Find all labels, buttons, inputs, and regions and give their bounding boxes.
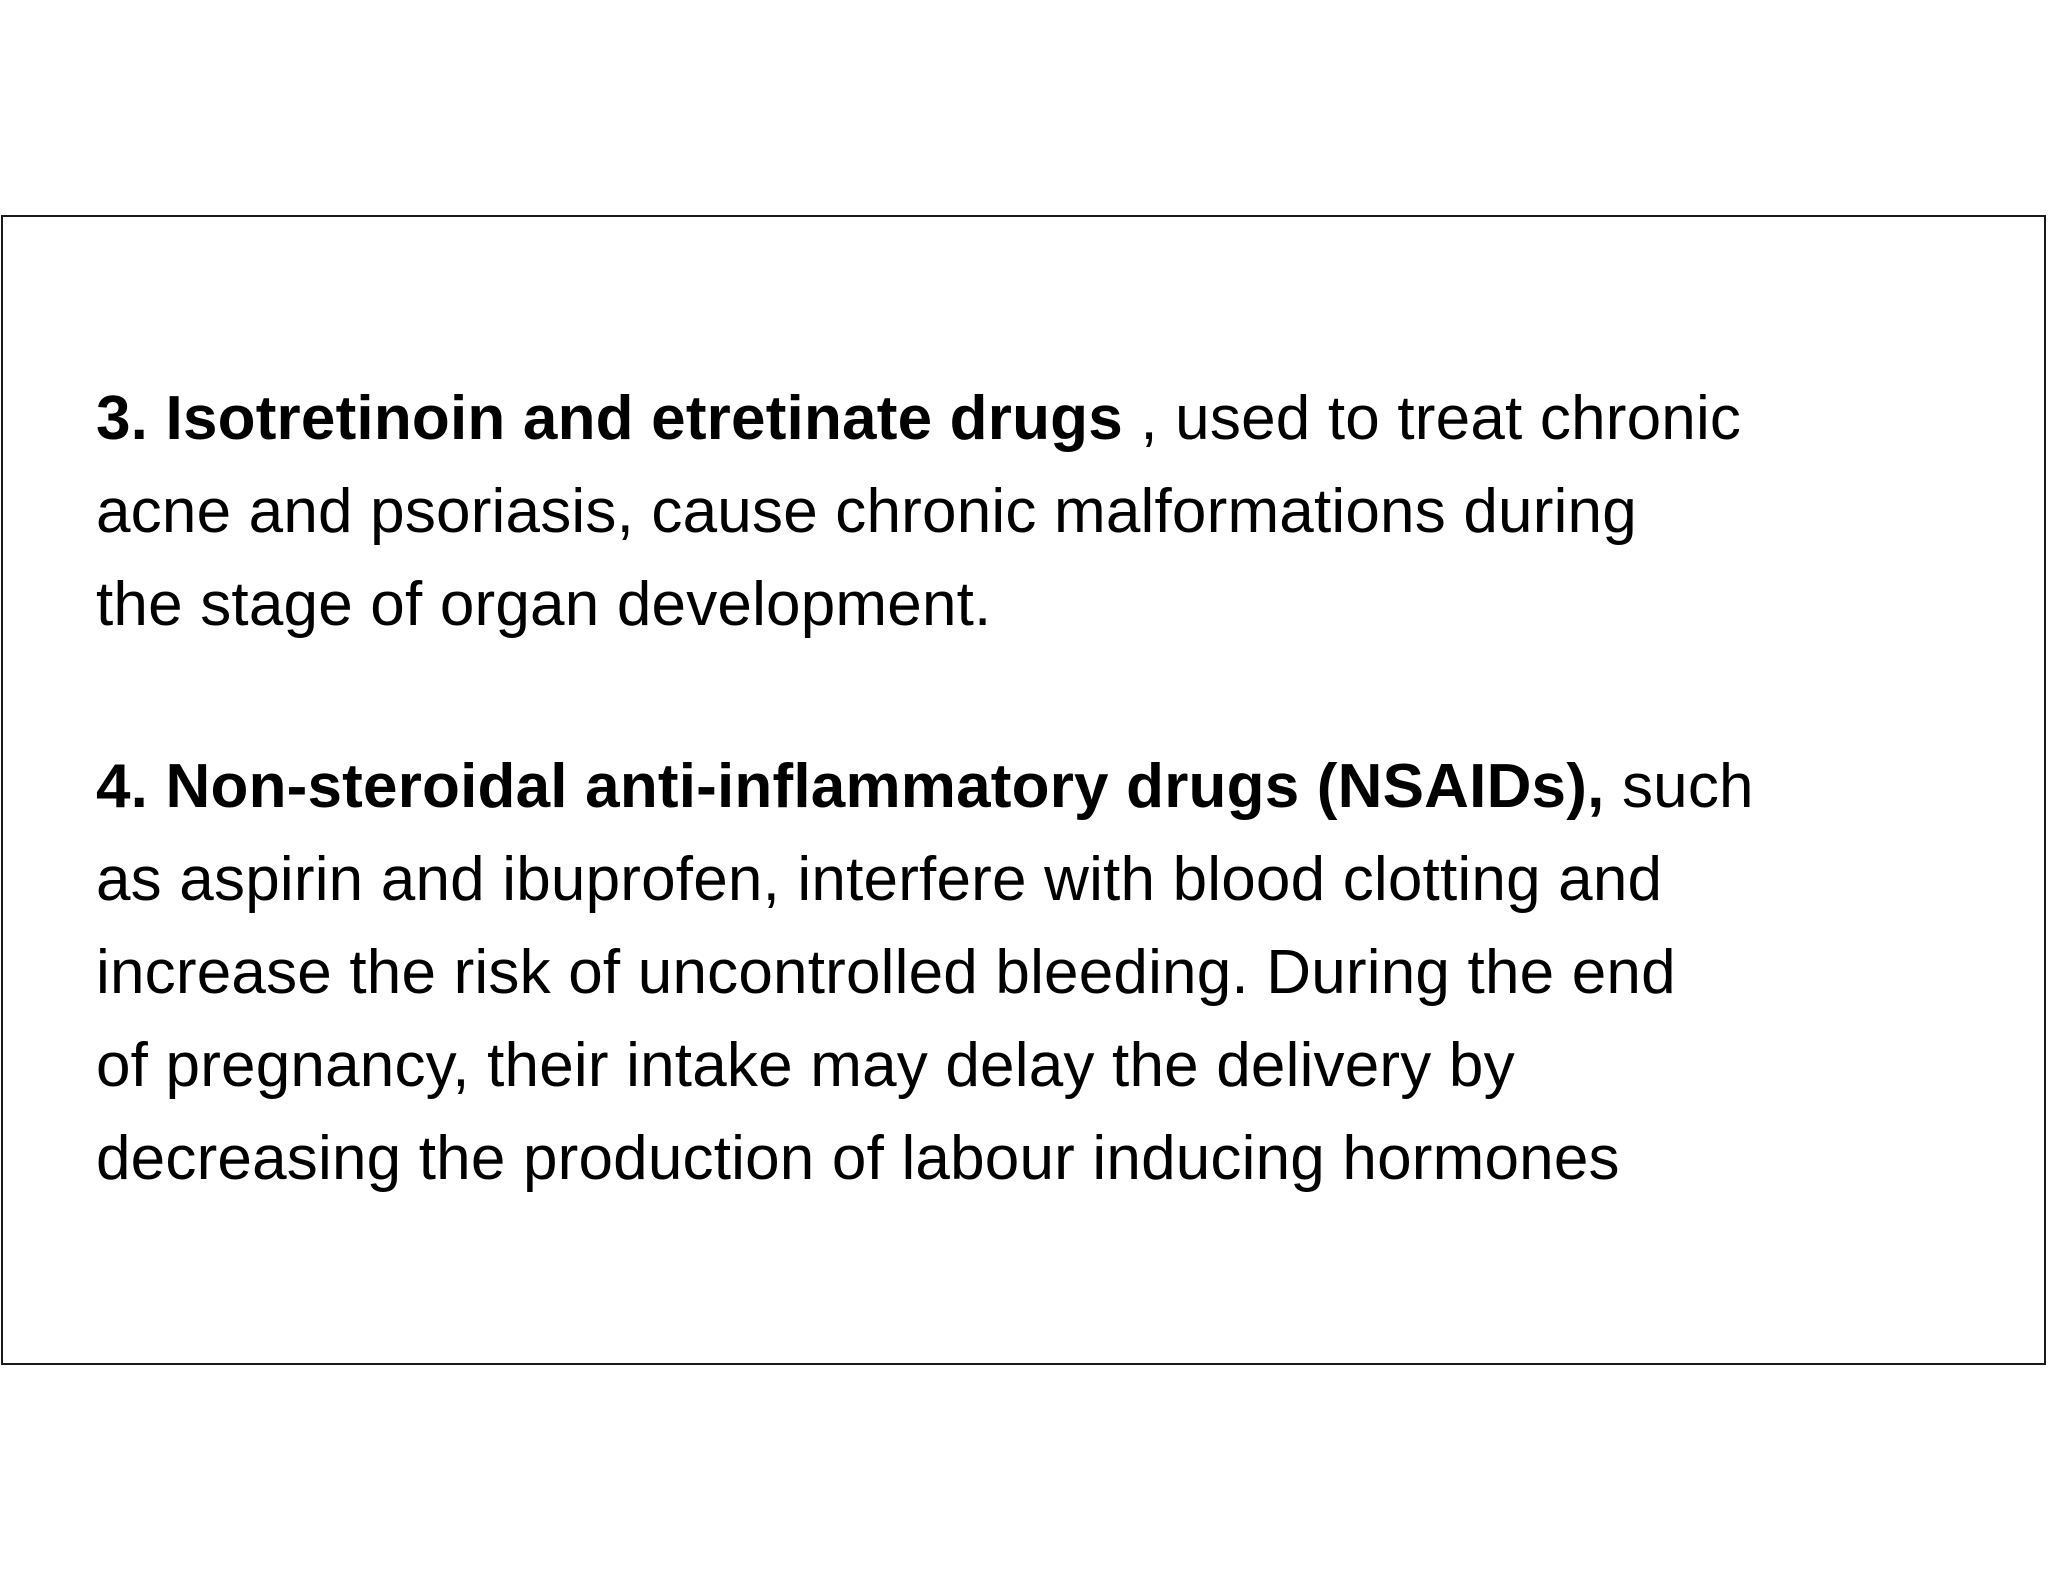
item-4-line-1-text: such xyxy=(1604,752,1754,821)
item-3-line-3: the stage of organ development. xyxy=(96,570,992,639)
paragraph-item-3 xyxy=(96,372,1976,651)
item-4-line-2: as aspirin and ibuprofen, interfere with blood clotting and xyxy=(96,845,1663,914)
item-4-heading: 4. Non-steroidal anti-inflammatory drugs (NSAIDs), xyxy=(96,752,1605,821)
item-3-heading: 3. Isotretinoin and etretinate drugs xyxy=(96,384,1123,453)
paragraph-line xyxy=(96,740,1976,833)
paragraph-line xyxy=(96,372,1976,465)
item-4-line-5: decreasing the production of labour inducing hormones xyxy=(96,1124,1620,1193)
item-3-line-2: acne and psoriasis, cause chronic malformations during xyxy=(96,477,1637,546)
content-box xyxy=(1,215,2046,1365)
item-3-line-1-text: , used to treat chronic xyxy=(1122,384,1742,453)
item-4-line-3: increase the risk of uncontrolled bleeding. During the end xyxy=(96,938,1676,1007)
item-4-line-4: of pregnancy, their intake may delay the delivery by xyxy=(96,1031,1515,1100)
paragraph-item-4 xyxy=(96,740,1976,1205)
